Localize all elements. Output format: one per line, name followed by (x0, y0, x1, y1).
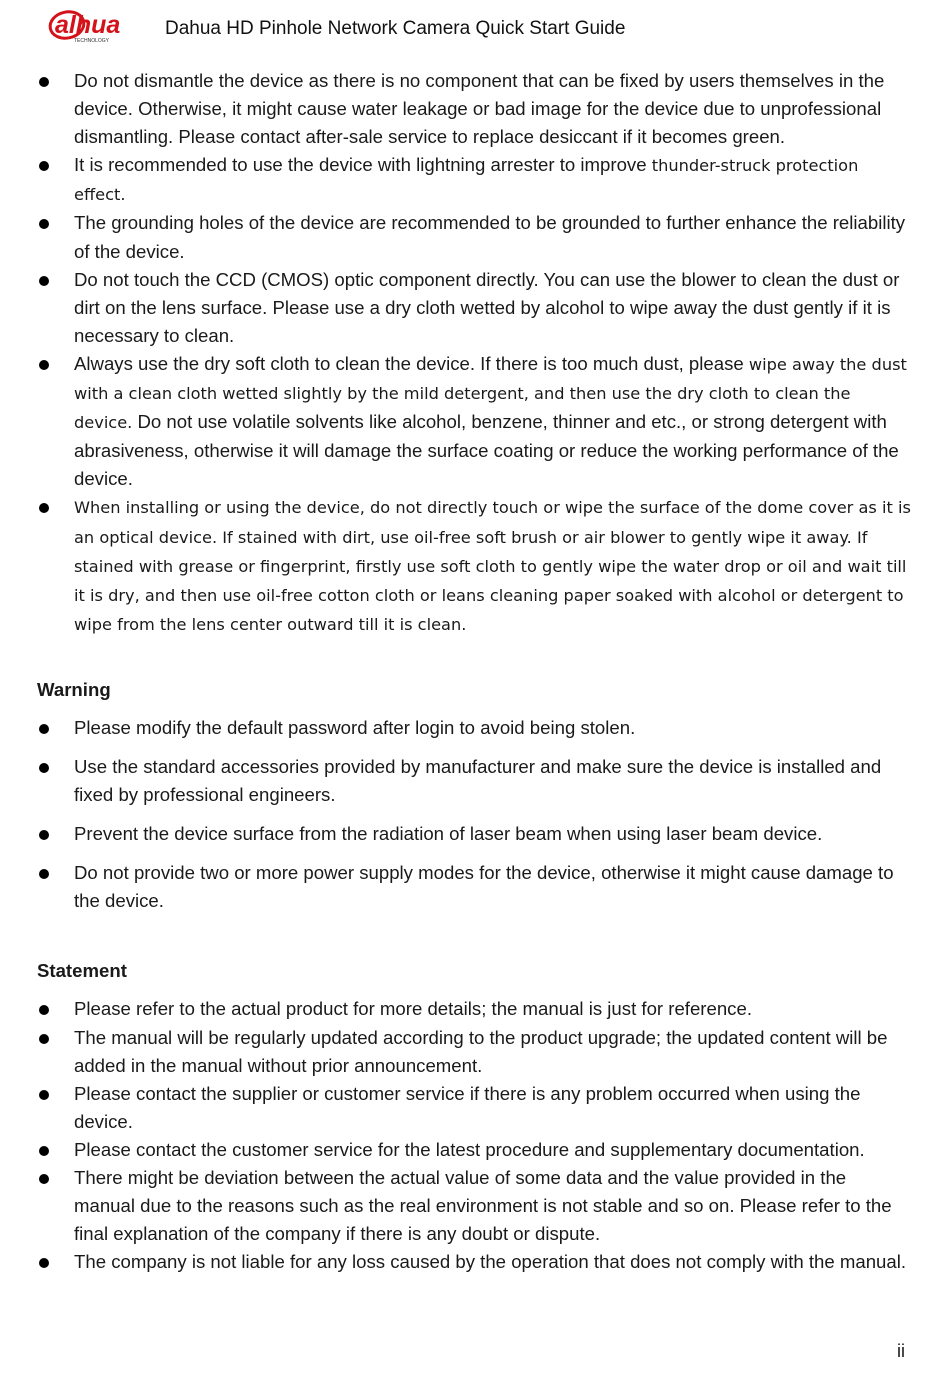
list-item (37, 493, 912, 638)
list-item (37, 1248, 912, 1276)
list-item-text: Do not provide two or more power supply modes for the device, otherwise it might cause damage to the device. (74, 862, 894, 912)
bullet-icon (39, 276, 49, 286)
list-item (37, 151, 912, 209)
list-item-text: There might be deviation between the actual value of some data and the value provided in the manual due to the reasons such as the real environment is not stable and so on. Please refer to the final explanation of the company if there is any doubt or dispute. (74, 1167, 892, 1245)
bullet-icon (39, 830, 49, 840)
bullet-icon (39, 77, 49, 87)
warning-list (37, 714, 912, 916)
list-item (37, 266, 912, 350)
list-item (37, 350, 912, 493)
statement-heading: Statement (37, 960, 127, 982)
list-item (37, 1164, 912, 1248)
list-item (37, 1024, 912, 1080)
list-item-text: It is recommended to use the device with lightning arrester to improve (74, 154, 652, 176)
page-content (37, 67, 912, 1276)
list-item (37, 209, 912, 265)
dahua-logo (47, 8, 151, 44)
bullet-icon (39, 724, 49, 734)
warning-heading: Warning (37, 678, 111, 700)
list-item-text: Do not dismantle the device as there is no component that can be fixed by users themselves in the device. Otherwise, it might cause water leakage or bad image for the device due to unprofessional dismantling. Please contact after-sale service to replace desiccant if it becomes green. (74, 70, 885, 148)
list-item (37, 1080, 912, 1136)
list-item-text: Please contact the customer service for the latest procedure and supplementary documentation. (74, 1138, 865, 1160)
list-item-text-alt: When installing or using the device, do not directly touch or wipe the surface of the dome cover as it is an optical device. If stained with dirt, use oil-free soft brush or air blower to gently wipe it away. If stained with grease or fingerprint, firstly use soft cloth to gently wipe the water drop or oil and wait till it is dry, and then use oil-free cotton cloth or leans cleaning paper soaked with alcohol or detergent to wipe from the lens center outward till it is clean. (74, 498, 911, 634)
bullet-icon (39, 763, 49, 773)
list-item-text-alt: wipe away the dust with a clean cloth wetted slightly by the mild detergent, and then use the dry cloth to clean the device. (74, 354, 907, 433)
list-item (37, 753, 912, 809)
logo-text: alhua (55, 11, 121, 39)
list-item (37, 1136, 912, 1164)
list-item-text: The grounding holes of the device are recommended to be grounded to further enhance the reliability of the device. (74, 212, 906, 262)
list-item (37, 820, 912, 848)
list-item-text: Please refer to the actual product for more details; the manual is just for reference. (74, 998, 752, 1020)
page-number: ii (897, 1341, 905, 1361)
cautions-list (37, 67, 912, 639)
list-item (37, 714, 912, 742)
list-item (37, 67, 912, 151)
list-item (37, 995, 912, 1023)
list-item-text: Prevent the device surface from the radiation of laser beam when using laser beam device. (74, 823, 823, 845)
list-item-text-tail: Do not use volatile solvents like alcohol, benzene, thinner and etc., or strong detergent with abrasiveness, otherwise it will damage the surface coating or reduce the working performance of the device. (74, 411, 899, 490)
list-item-text-tail: . (120, 185, 126, 205)
list-item-text: Always use the dry soft cloth to clean the device. If there is too much dust, please (74, 352, 749, 374)
list-item-text: Use the standard accessories provided by manufacturer and make sure the device is installed and fixed by professional engineers. (74, 755, 882, 806)
bullet-icon (39, 1005, 49, 1015)
page-header (47, 8, 625, 44)
statement-list (37, 995, 912, 1276)
bullet-icon (39, 503, 49, 513)
bullet-icon (39, 1174, 49, 1184)
bullet-icon (39, 869, 49, 879)
logo-subtext: TECHNOLOGY (74, 38, 110, 44)
list-item-text: The company is not liable for any loss caused by the operation that does not comply with the manual. (74, 1251, 907, 1273)
list-item-text-alt: thunder-struck protection effect (74, 156, 859, 205)
list-item-text: Do not touch the CCD (CMOS) optic component directly. You can use the blower to clean the dust or dirt on the lens surface. Please use a dry cloth wetted by alcohol to wipe away the dust gently if it is necessary to clean. (74, 268, 900, 346)
bullet-icon (39, 1090, 49, 1100)
list-item (37, 859, 912, 915)
bullet-icon (39, 1034, 49, 1044)
document-title: Dahua HD Pinhole Network Camera Quick Start Guide (165, 18, 626, 39)
bullet-icon (39, 1258, 49, 1268)
bullet-icon (39, 219, 49, 229)
bullet-icon (39, 1146, 49, 1156)
list-item-text: Please contact the supplier or customer service if there is any problem occurred when using the device. (74, 1082, 861, 1132)
bullet-icon (39, 360, 49, 370)
bullet-icon (39, 161, 49, 171)
list-item-text: The manual will be regularly updated according to the product upgrade; the updated content will be added in the manual without prior announcement. (74, 1026, 888, 1076)
list-item-text: Please modify the default password after login to avoid being stolen. (74, 716, 636, 738)
